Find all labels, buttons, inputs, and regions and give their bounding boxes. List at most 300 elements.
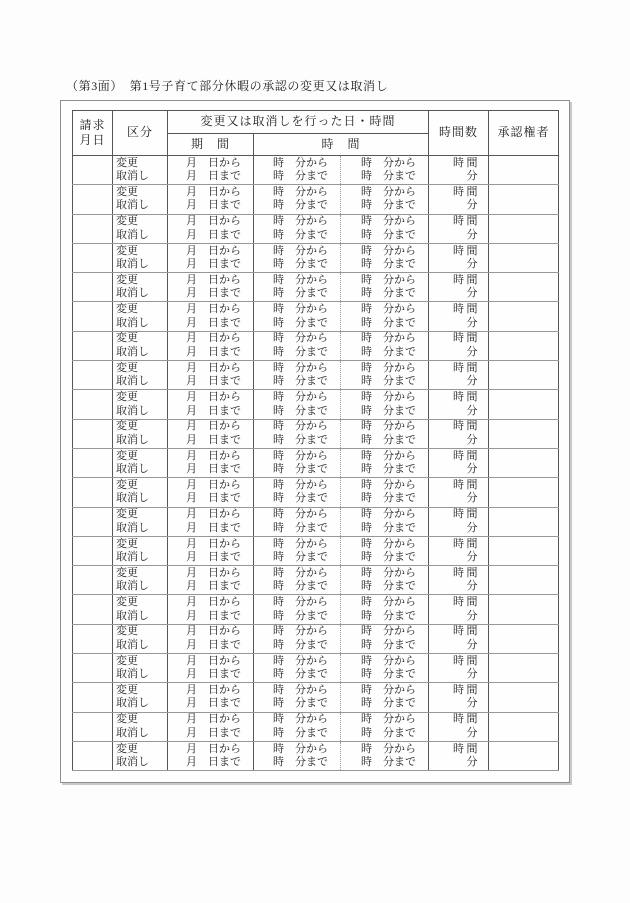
header-hours: 時間数 <box>429 111 489 156</box>
approver-cell <box>489 302 559 331</box>
category-change-label: 変更 <box>116 391 138 404</box>
header-period: 期 間 <box>168 134 254 156</box>
hours-cell <box>429 214 489 243</box>
minutes-unit-label: 分 <box>466 170 481 183</box>
request-date-cell <box>73 741 113 770</box>
time-first-from-label: 時 分から <box>273 244 328 257</box>
period-from-label: 月 日から <box>186 537 241 550</box>
category-cell <box>113 243 168 272</box>
approver-cell <box>489 478 559 507</box>
time-second-cell <box>341 185 429 214</box>
time-second-to-label: 時 分まで <box>361 433 417 446</box>
hours-unit-label: 時間 <box>453 654 481 667</box>
category-cancel-label: 取消し <box>116 316 149 329</box>
period-from-label: 月 日から <box>186 361 241 374</box>
header-request-date-line1: 請求 <box>79 118 106 132</box>
time-first-from-label: 時 分から <box>273 332 328 345</box>
time-second-cell <box>341 712 429 741</box>
time-second-from-label: 時 分から <box>361 713 417 726</box>
category-cancel-label: 取消し <box>116 258 149 271</box>
category-change-label: 変更 <box>116 683 138 696</box>
hours-unit-label: 時間 <box>453 156 481 169</box>
doc-title: （第3面） 第1号子育て部分休暇の承認の変更又は取消し <box>66 79 389 93</box>
time-first-cell <box>254 361 341 390</box>
period-from-label: 月 日から <box>186 683 241 696</box>
time-second-cell <box>341 273 429 302</box>
category-cancel-label: 取消し <box>116 668 149 681</box>
period-to-label: 月 日まで <box>186 609 241 622</box>
category-cancel-label: 取消し <box>116 433 149 446</box>
hours-unit-label: 時間 <box>453 185 481 198</box>
time-second-cell <box>341 478 429 507</box>
category-cell <box>113 741 168 770</box>
period-from-label: 月 日から <box>186 508 241 521</box>
table-row <box>73 243 559 272</box>
period-cell <box>168 156 254 185</box>
time-first-from-label: 時 分から <box>273 478 328 491</box>
time-second-cell <box>341 390 429 419</box>
time-first-to-label: 時 分まで <box>273 433 328 446</box>
time-second-to-label: 時 分まで <box>361 170 417 183</box>
category-change-label: 変更 <box>116 185 138 198</box>
period-to-label: 月 日まで <box>186 463 241 476</box>
period-cell <box>168 331 254 360</box>
request-date-cell <box>73 712 113 741</box>
table-row <box>73 478 559 507</box>
hours-cell <box>429 712 489 741</box>
time-first-to-label: 時 分まで <box>273 287 328 300</box>
category-cancel-label: 取消し <box>116 375 149 388</box>
time-first-cell <box>254 478 341 507</box>
category-cancel-label: 取消し <box>116 463 149 476</box>
time-second-to-label: 時 分まで <box>361 580 417 593</box>
time-first-from-label: 時 分から <box>273 185 328 198</box>
minutes-unit-label: 分 <box>466 433 481 446</box>
table-row <box>73 536 559 565</box>
minutes-unit-label: 分 <box>466 316 481 329</box>
period-to-label: 月 日まで <box>186 668 241 681</box>
period-to-label: 月 日まで <box>186 316 241 329</box>
hours-cell <box>429 683 489 712</box>
hours-unit-label: 時間 <box>453 244 481 257</box>
approver-cell <box>489 390 559 419</box>
category-cell <box>113 478 168 507</box>
request-date-cell <box>73 478 113 507</box>
time-second-cell <box>341 507 429 536</box>
request-date-cell <box>73 214 113 243</box>
approver-cell <box>489 654 559 683</box>
period-cell <box>168 507 254 536</box>
approver-cell <box>489 185 559 214</box>
hours-cell <box>429 243 489 272</box>
category-cell <box>113 331 168 360</box>
request-date-cell <box>73 536 113 565</box>
time-first-cell <box>254 185 341 214</box>
period-cell <box>168 448 254 477</box>
approver-cell <box>489 624 559 653</box>
category-cancel-label: 取消し <box>116 551 149 563</box>
category-change-label: 変更 <box>116 303 138 316</box>
category-cancel-label: 取消し <box>116 726 149 739</box>
request-date-cell <box>73 390 113 419</box>
time-second-from-label: 時 分から <box>361 244 417 257</box>
minutes-unit-label: 分 <box>466 463 481 476</box>
time-second-from-label: 時 分から <box>361 156 417 169</box>
minutes-unit-label: 分 <box>466 345 481 358</box>
minutes-unit-label: 分 <box>466 521 481 534</box>
hours-unit-label: 時間 <box>453 332 481 345</box>
header-category: 区分 <box>113 111 168 156</box>
table-row <box>73 624 559 653</box>
category-cancel-label: 取消し <box>116 756 149 769</box>
category-cell <box>113 507 168 536</box>
time-second-cell <box>341 302 429 331</box>
period-cell <box>168 566 254 595</box>
hours-unit-label: 時間 <box>453 566 481 579</box>
time-second-to-label: 時 分まで <box>361 521 417 534</box>
period-cell <box>168 683 254 712</box>
time-first-from-label: 時 分から <box>273 156 328 169</box>
table-row <box>73 302 559 331</box>
table-row <box>73 185 559 214</box>
time-first-to-label: 時 分まで <box>273 551 328 563</box>
period-to-label: 月 日まで <box>186 756 241 769</box>
time-first-from-label: 時 分から <box>273 713 328 726</box>
hours-unit-label: 時間 <box>453 683 481 696</box>
hours-unit-label: 時間 <box>453 449 481 462</box>
category-cancel-label: 取消し <box>116 638 149 651</box>
period-to-label: 月 日まで <box>186 726 241 739</box>
period-from-label: 月 日から <box>186 185 241 198</box>
hours-unit-label: 時間 <box>453 537 481 550</box>
table-row <box>73 273 559 302</box>
time-first-from-label: 時 分から <box>273 625 328 638</box>
period-to-label: 月 日まで <box>186 580 241 593</box>
category-change-label: 変更 <box>116 332 138 345</box>
hours-unit-label: 時間 <box>453 508 481 521</box>
hours-unit-label: 時間 <box>453 215 481 228</box>
period-from-label: 月 日から <box>186 566 241 579</box>
header-request-date-line2: 月日 <box>79 133 106 147</box>
time-first-to-label: 時 分まで <box>273 580 328 593</box>
category-cell <box>113 566 168 595</box>
time-second-to-label: 時 分まで <box>361 492 417 505</box>
period-from-label: 月 日から <box>186 449 241 462</box>
period-to-label: 月 日まで <box>186 521 241 534</box>
hours-unit-label: 時間 <box>453 361 481 374</box>
time-second-from-label: 時 分から <box>361 683 417 696</box>
time-second-to-label: 時 分まで <box>361 668 417 681</box>
approver-cell <box>489 683 559 712</box>
time-second-from-label: 時 分から <box>361 742 417 755</box>
category-cell <box>113 214 168 243</box>
request-date-cell <box>73 156 113 185</box>
table-row <box>73 214 559 243</box>
time-first-to-label: 時 分まで <box>273 199 328 212</box>
time-second-cell <box>341 361 429 390</box>
time-second-cell <box>341 243 429 272</box>
table-row <box>73 331 559 360</box>
period-cell <box>168 624 254 653</box>
request-date-cell <box>73 507 113 536</box>
approver-cell <box>489 273 559 302</box>
minutes-unit-label: 分 <box>466 258 481 271</box>
time-first-to-label: 時 分まで <box>273 521 328 534</box>
request-date-cell <box>73 331 113 360</box>
hours-cell <box>429 536 489 565</box>
header-time: 時 間 <box>254 134 429 156</box>
time-second-to-label: 時 分まで <box>361 375 417 388</box>
approver-cell <box>489 595 559 624</box>
time-first-cell <box>254 536 341 565</box>
period-from-label: 月 日から <box>186 244 241 257</box>
minutes-unit-label: 分 <box>466 375 481 388</box>
category-cell <box>113 595 168 624</box>
period-from-label: 月 日から <box>186 273 241 286</box>
period-from-label: 月 日から <box>186 215 241 228</box>
category-change-label: 変更 <box>116 654 138 667</box>
hours-unit-label: 時間 <box>453 596 481 609</box>
time-second-to-label: 時 分まで <box>361 697 417 710</box>
request-date-cell <box>73 243 113 272</box>
time-first-to-label: 時 分まで <box>273 668 328 681</box>
time-first-from-label: 時 分から <box>273 537 328 550</box>
period-from-label: 月 日から <box>186 478 241 491</box>
time-first-cell <box>254 243 341 272</box>
category-cell <box>113 624 168 653</box>
table-row <box>73 419 559 448</box>
category-change-label: 変更 <box>116 449 138 462</box>
category-change-label: 変更 <box>116 742 138 755</box>
hours-cell <box>429 361 489 390</box>
category-cell <box>113 712 168 741</box>
time-second-from-label: 時 分から <box>361 596 417 609</box>
time-second-from-label: 時 分から <box>361 361 417 374</box>
period-from-label: 月 日から <box>186 332 241 345</box>
time-second-to-label: 時 分まで <box>361 756 417 769</box>
category-change-label: 変更 <box>116 596 138 609</box>
time-first-to-label: 時 分まで <box>273 463 328 476</box>
period-to-label: 月 日まで <box>186 375 241 388</box>
time-first-cell <box>254 683 341 712</box>
table-row <box>73 683 559 712</box>
category-cancel-label: 取消し <box>116 492 149 505</box>
approver-cell <box>489 361 559 390</box>
period-from-label: 月 日から <box>186 625 241 638</box>
time-first-cell <box>254 214 341 243</box>
minutes-unit-label: 分 <box>466 638 481 651</box>
time-first-to-label: 時 分まで <box>273 170 328 183</box>
minutes-unit-label: 分 <box>466 668 481 681</box>
category-change-label: 変更 <box>116 713 138 726</box>
time-first-cell <box>254 654 341 683</box>
period-cell <box>168 478 254 507</box>
time-second-from-label: 時 分から <box>361 215 417 228</box>
time-second-from-label: 時 分から <box>361 508 417 521</box>
hours-cell <box>429 448 489 477</box>
time-first-from-label: 時 分から <box>273 391 328 404</box>
hours-cell <box>429 331 489 360</box>
hours-cell <box>429 302 489 331</box>
period-to-label: 月 日まで <box>186 638 241 651</box>
category-change-label: 変更 <box>116 156 138 169</box>
time-second-to-label: 時 分まで <box>361 609 417 622</box>
header-approver: 承認権者 <box>489 111 559 156</box>
approver-cell <box>489 507 559 536</box>
minutes-unit-label: 分 <box>466 492 481 505</box>
hours-cell <box>429 654 489 683</box>
category-cell <box>113 683 168 712</box>
time-second-to-label: 時 分まで <box>361 287 417 300</box>
table-row <box>73 390 559 419</box>
time-second-cell <box>341 214 429 243</box>
request-date-cell <box>73 595 113 624</box>
time-first-from-label: 時 分から <box>273 508 328 521</box>
time-second-cell <box>341 683 429 712</box>
hours-cell <box>429 156 489 185</box>
approver-cell <box>489 741 559 770</box>
category-cancel-label: 取消し <box>116 697 149 710</box>
request-date-cell <box>73 683 113 712</box>
period-to-label: 月 日まで <box>186 551 241 563</box>
category-cancel-label: 取消し <box>116 580 149 593</box>
time-first-cell <box>254 419 341 448</box>
category-change-label: 変更 <box>116 566 138 579</box>
period-to-label: 月 日まで <box>186 492 241 505</box>
category-cell <box>113 361 168 390</box>
hours-unit-label: 時間 <box>453 273 481 286</box>
time-first-to-label: 時 分まで <box>273 316 328 329</box>
category-cancel-label: 取消し <box>116 404 149 417</box>
time-second-cell <box>341 595 429 624</box>
time-second-cell <box>341 331 429 360</box>
period-from-label: 月 日から <box>186 391 241 404</box>
category-change-label: 変更 <box>116 537 138 550</box>
request-date-cell <box>73 302 113 331</box>
period-to-label: 月 日まで <box>186 345 241 358</box>
time-second-to-label: 時 分まで <box>361 726 417 739</box>
period-to-label: 月 日まで <box>186 199 241 212</box>
category-change-label: 変更 <box>116 273 138 286</box>
time-first-from-label: 時 分から <box>273 273 328 286</box>
period-from-label: 月 日から <box>186 713 241 726</box>
period-cell <box>168 243 254 272</box>
approver-cell <box>489 566 559 595</box>
category-cell <box>113 419 168 448</box>
time-first-cell <box>254 712 341 741</box>
request-date-cell <box>73 273 113 302</box>
time-second-to-label: 時 分まで <box>361 345 417 358</box>
hours-cell <box>429 419 489 448</box>
category-cancel-label: 取消し <box>116 199 149 212</box>
time-first-from-label: 時 分から <box>273 596 328 609</box>
time-second-to-label: 時 分まで <box>361 199 417 212</box>
time-first-from-label: 時 分から <box>273 654 328 667</box>
time-first-cell <box>254 273 341 302</box>
hours-unit-label: 時間 <box>453 391 481 404</box>
request-date-cell <box>73 624 113 653</box>
time-second-cell <box>341 448 429 477</box>
time-first-from-label: 時 分から <box>273 742 328 755</box>
approver-cell <box>489 214 559 243</box>
period-to-label: 月 日まで <box>186 228 241 241</box>
category-cell <box>113 390 168 419</box>
time-first-from-label: 時 分から <box>273 361 328 374</box>
category-cancel-label: 取消し <box>116 521 149 534</box>
table-header <box>73 111 559 156</box>
period-from-label: 月 日から <box>186 742 241 755</box>
time-second-to-label: 時 分まで <box>361 228 417 241</box>
category-cell <box>113 156 168 185</box>
period-to-label: 月 日まで <box>186 697 241 710</box>
request-date-cell <box>73 654 113 683</box>
time-second-from-label: 時 分から <box>361 185 417 198</box>
table-row <box>73 654 559 683</box>
category-cancel-label: 取消し <box>116 609 149 622</box>
time-second-to-label: 時 分まで <box>361 404 417 417</box>
time-second-from-label: 時 分から <box>361 449 417 462</box>
period-to-label: 月 日まで <box>186 287 241 300</box>
time-second-cell <box>341 654 429 683</box>
category-cancel-label: 取消し <box>116 228 149 241</box>
time-first-to-label: 時 分まで <box>273 726 328 739</box>
time-first-from-label: 時 分から <box>273 420 328 433</box>
time-second-cell <box>341 536 429 565</box>
approver-cell <box>489 448 559 477</box>
period-cell <box>168 595 254 624</box>
request-date-cell <box>73 185 113 214</box>
hours-cell <box>429 185 489 214</box>
table-row <box>73 712 559 741</box>
header-request-date <box>73 111 113 156</box>
category-change-label: 変更 <box>116 420 138 433</box>
period-cell <box>168 654 254 683</box>
time-second-cell <box>341 156 429 185</box>
hours-unit-label: 時間 <box>453 420 481 433</box>
hours-cell <box>429 741 489 770</box>
time-second-to-label: 時 分まで <box>361 463 417 476</box>
hours-unit-label: 時間 <box>453 303 481 316</box>
header-datetime-group: 変更又は取消しを行った日・時間 <box>168 111 429 134</box>
period-cell <box>168 741 254 770</box>
request-date-cell <box>73 448 113 477</box>
table-row <box>73 507 559 536</box>
table-row <box>73 595 559 624</box>
table-body <box>73 156 559 771</box>
minutes-unit-label: 分 <box>466 609 481 622</box>
period-from-label: 月 日から <box>186 156 241 169</box>
time-first-to-label: 時 分まで <box>273 404 328 417</box>
hours-cell <box>429 390 489 419</box>
time-first-cell <box>254 566 341 595</box>
request-date-cell <box>73 361 113 390</box>
period-from-label: 月 日から <box>186 303 241 316</box>
category-change-label: 変更 <box>116 508 138 521</box>
category-cell <box>113 448 168 477</box>
form-table <box>72 110 559 771</box>
period-cell <box>168 361 254 390</box>
period-cell <box>168 712 254 741</box>
category-change-label: 変更 <box>116 215 138 228</box>
time-first-cell <box>254 448 341 477</box>
hours-cell <box>429 624 489 653</box>
category-cancel-label: 取消し <box>116 345 149 358</box>
category-cell <box>113 536 168 565</box>
period-cell <box>168 390 254 419</box>
time-second-cell <box>341 624 429 653</box>
category-change-label: 変更 <box>116 625 138 638</box>
time-second-to-label: 時 分まで <box>361 258 417 271</box>
